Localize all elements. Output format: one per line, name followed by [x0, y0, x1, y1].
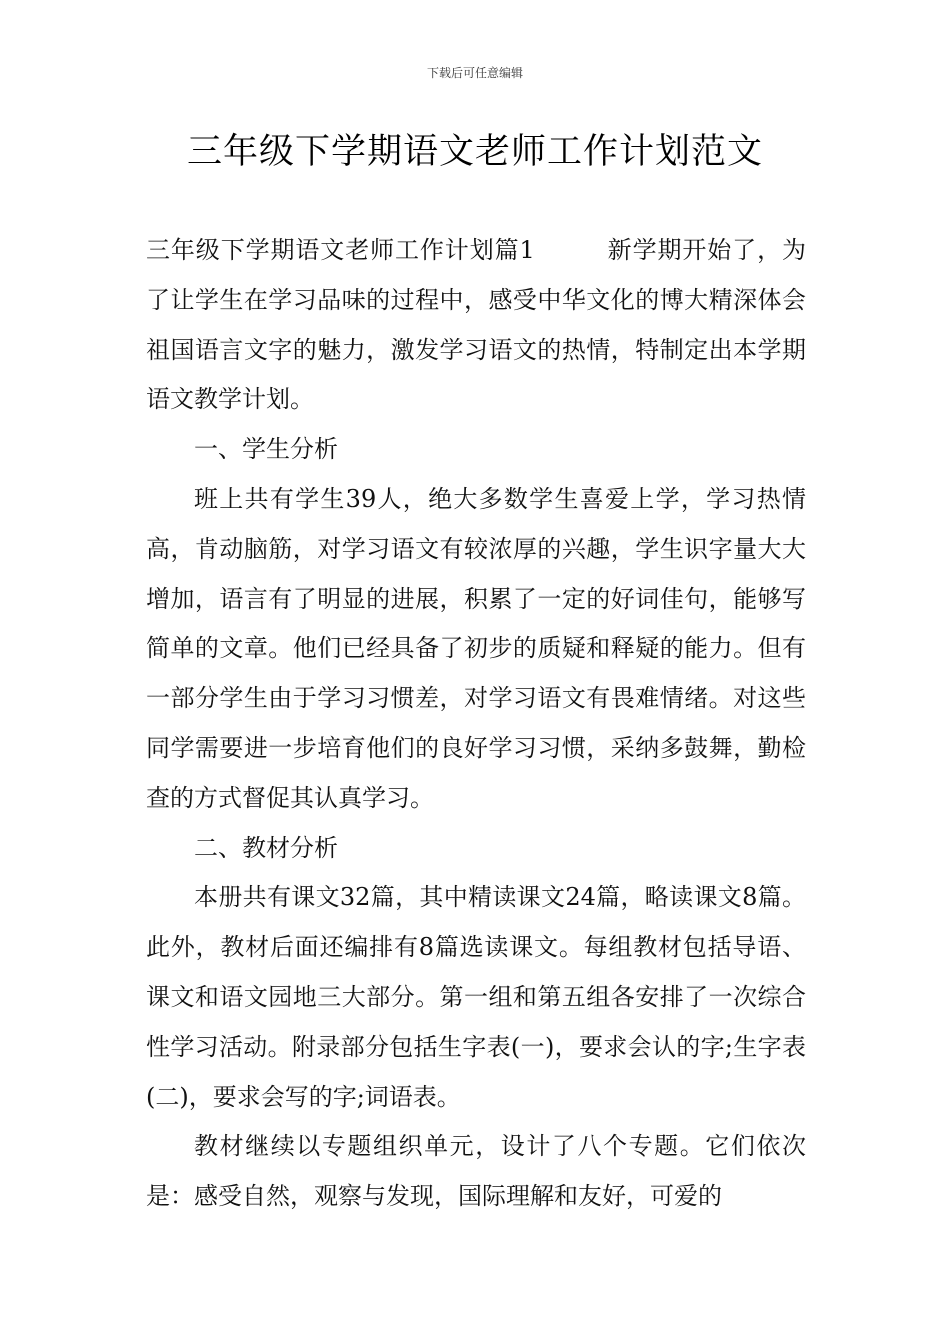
- section-heading-students: 一、学生分析: [194, 435, 338, 464]
- page-header-note: 下载后可任意编辑: [426, 66, 523, 80]
- section-text-textbook-2: 教材继续以专题组织单元，设计了八个专题。它们依次是：感受自然，观察与发现，国际理解和友好，可爱的: [146, 1132, 806, 1211]
- section-heading-textbook: 二、教材分析: [194, 833, 338, 862]
- section-text-textbook-1: 本册共有课文32篇，其中精读课文24篇，略读课文8篇。此外，教材后面还编排有8篇选读课文。每组教材包括导语、课文和语文园地三大部分。第一组和第五组各安排了一次综合性学习活动。附录部分包括生字表(一)，要求会认的字;生字表(二)，要求会写的字;词语表。: [146, 883, 806, 1111]
- document-title: 三年级下学期语文老师工作计划范文: [186, 132, 763, 172]
- intro-heading: 三年级下学期语文老师工作计划篇1: [146, 236, 535, 264]
- intro-text: 新学期开始了，为了让学生在学习品味的过程中，感受中华文化的博大精深体会祖国语言文字的魅力，激发学习语文的热情，特制定出本学期语文教学计划。: [146, 236, 806, 414]
- section-text-students: 班上共有学生39人，绝大多数学生喜爱上学，学习热情高，肯动脑筋，对学习语文有较浓厚的兴趣，学生识字量大大增加，语言有了明显的进展，积累了一定的好词佳句，能够写简单的文章。他们已经具备了初步的质疑和释疑的能力。但有一部分学生由于学习习惯差，对学习语文有畏难情绪。对这些同学需要进一步培育他们的良好学习习惯，采纳多鼓舞，勤检查的方式督促其认真学习。: [146, 484, 806, 812]
- document-body: [146, 226, 806, 1222]
- intro-paragraph: [146, 226, 806, 425]
